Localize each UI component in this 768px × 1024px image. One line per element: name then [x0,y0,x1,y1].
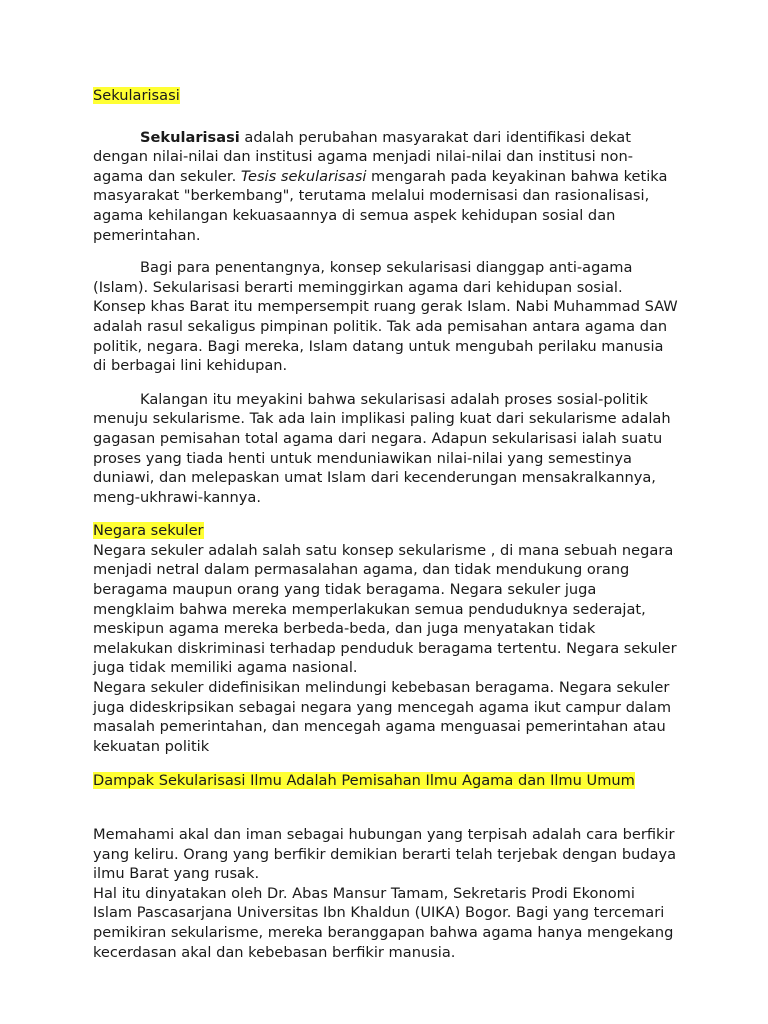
paragraph-opponents: Bagi para penentangnya, konsep sekularisasi dianggap anti-agama (Islam). Sekularisasi berarti meminggirkan agama dari kehidupan sosial. Konsep khas Barat itu mempersempit ruang gerak Islam. Nabi Muhammad SAW adalah rasul sekaligus pimpinan politik. Tak ada pemisahan antara agama dan politik, negara. Bagi mereka, Islam datang untuk mengubah perilaku manusia di berbagai lini kehidupan. [93,259,678,375]
heading-dampak-sekularisasi [93,771,678,791]
bold-term: Sekularisasi [140,128,240,146]
paragraph-religious-freedom: Negara sekuler didefinisikan melindungi kebebasan beragama. Negara sekuler juga dideskripsikan sebagai negara yang mencegah agama ikut campur dalam masalah pemerintahan, dan mencegah agama menguasai pemerintahan atau kekuatan politik [93,679,672,755]
italic-term: Tesis sekularisasi [240,167,367,185]
highlighted-heading-text: Negara sekuler [93,522,204,540]
paragraph-statement: Hal itu dinyatakan oleh Dr. Abas Mansur Tamam, Sekretaris Prodi Ekonomi Islam Pascasarjana Universitas Ibn Khaldun (UIKA) Bogor. Bagi yang tercemari pemikiran sekularisme, mereka beranggapan bahwa agama hanya mengekang kecerdasan akal dan kebebasan berfikir manusia. [93,884,674,961]
heading-sekularisasi [93,86,678,106]
paragraph-secular-state: Negara sekuler adalah salah satu konsep sekularisme , di mana sebuah negara menjadi netral dalam permasalahan agama, dan tidak mendukung orang beragama maupun orang yang tidak beragama. Negara sekuler juga mengklaim bahwa mereka memperlakukan semua penduduknya sederajat, meskipun agama mereka berbeda-beda, dan juga menyatakan tidak melakukan diskriminasi terhadap penduduk beragama tertentu. Negara sekuler juga tidak memiliki agama nasional. [93,541,677,677]
document-page [93,86,678,962]
paragraph-text: adalah perubahan masyarakat dari identifikasi dekat dengan nilai-nilai dan institusi agama menjadi nilai-nilai dan institusi non-agama dan sekuler. [93,128,633,185]
highlighted-heading-text: Dampak Sekularisasi Ilmu Adalah Pemisahan Ilmu Agama dan Ilmu Umum [93,772,635,790]
heading-negara-sekuler [93,521,678,541]
paragraph-secularism-process: Kalangan itu meyakini bahwa sekularisasi adalah proses sosial-politik menuju sekularisme. Tak ada lain implikasi paling kuat dari sekularisme adalah gagasan pemisahan total agama dari negara. Adapun sekularisasi ialah suatu proses yang tiada henti untuk menduniawikan nilai-nilai yang semestinya duniawi, dan melepaskan umat Islam dari kecenderungan mensakralkannya, meng-ukhrawi-kannya. [93,390,671,506]
highlighted-heading-text: Sekularisasi [93,87,180,104]
paragraph-text: mengarah pada keyakinan bahwa ketika masyarakat "berkembang", terutama melalui modernisasi dan rasionalisasi, agama kehilangan kekuasaannya di semua aspek kehidupan sosial dan pemerintahan. [93,167,668,244]
paragraph-definition [93,128,678,246]
paragraph-akal-iman: Memahami akal dan iman sebagai hubungan yang terpisah adalah cara berfikir yang keliru. Orang yang berfikir demikian berarti telah terjebak dengan budaya ilmu Barat yang rusak. [93,826,677,883]
